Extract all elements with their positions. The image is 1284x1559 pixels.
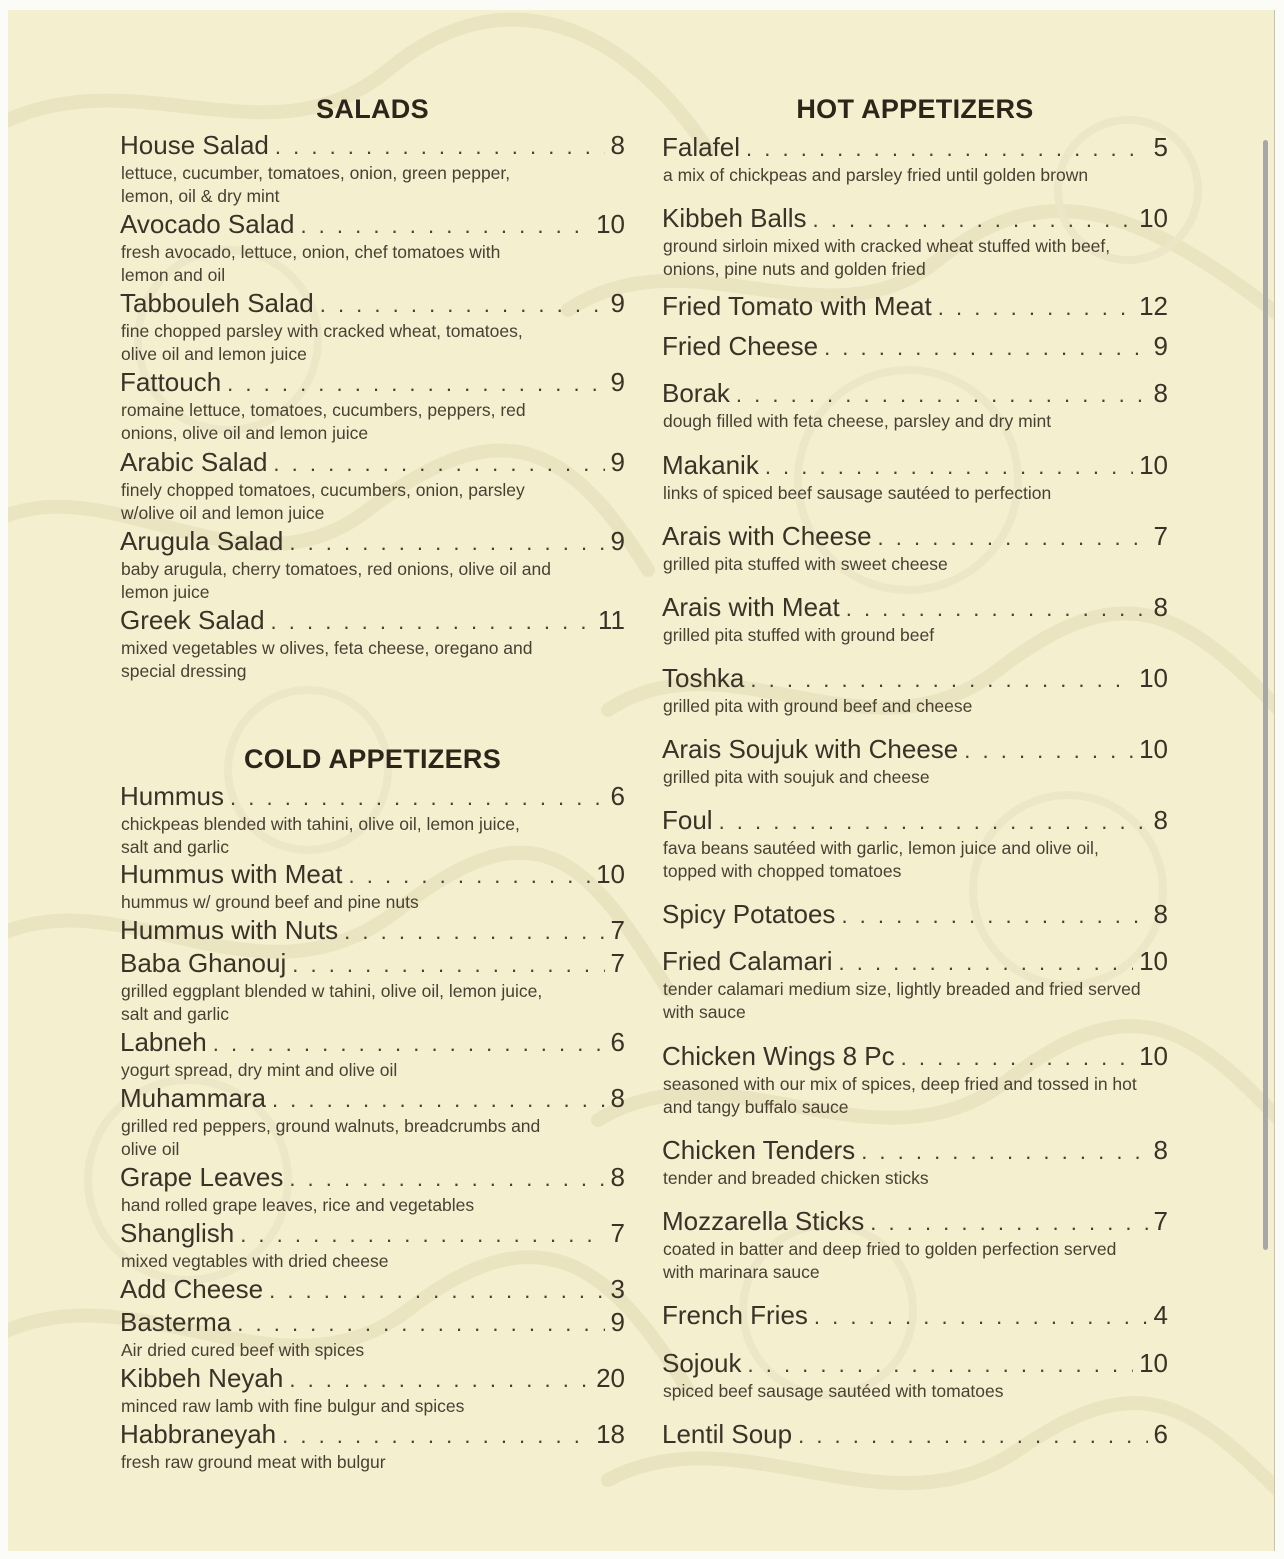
item-price: 12 bbox=[1139, 291, 1168, 321]
menu-item bbox=[662, 592, 1168, 647]
dot-leader bbox=[240, 1220, 604, 1250]
menu-item bbox=[120, 367, 625, 445]
item-description: mixed vegtables with dried cheese bbox=[121, 1251, 389, 1271]
item-name: Add Cheese bbox=[120, 1274, 264, 1304]
item-price: 8 bbox=[1153, 899, 1168, 929]
dot-leader bbox=[765, 452, 1133, 482]
menu-item bbox=[120, 526, 625, 604]
item-name: Shanglish bbox=[120, 1218, 235, 1248]
item-description: hummus w/ ground beef and pine nuts bbox=[121, 892, 419, 912]
item-name: Grape Leaves bbox=[120, 1162, 284, 1192]
item-name: Muhammara bbox=[120, 1083, 266, 1113]
menu-item bbox=[120, 781, 625, 859]
dot-leader bbox=[748, 1350, 1134, 1380]
dot-leader bbox=[269, 1276, 604, 1306]
item-name: French Fries bbox=[662, 1300, 808, 1330]
item-name: Mozzarella Sticks bbox=[662, 1206, 865, 1236]
dot-leader bbox=[300, 211, 590, 241]
item-price: 7 bbox=[610, 948, 625, 978]
dot-leader bbox=[746, 134, 1147, 164]
item-description: grilled pita with ground beef and cheese bbox=[663, 696, 973, 716]
dot-leader bbox=[901, 1043, 1133, 1073]
item-price: 4 bbox=[1153, 1300, 1168, 1330]
hot-appetizers-title: HOT APPETIZERS bbox=[796, 94, 1034, 124]
item-name: Labneh bbox=[120, 1027, 207, 1057]
menu-item bbox=[120, 209, 625, 287]
item-description: ground sirloin mixed with cracked wheat stuffed with beef, onions, pine nuts and golden fried bbox=[663, 236, 1111, 279]
item-name: Toshka bbox=[662, 663, 745, 693]
item-name: Greek Salad bbox=[120, 605, 265, 635]
item-price: 11 bbox=[598, 605, 625, 635]
item-name: Borak bbox=[662, 378, 730, 408]
menu-item bbox=[120, 1363, 625, 1418]
item-price: 10 bbox=[1139, 663, 1168, 693]
menu-item bbox=[120, 1218, 625, 1273]
item-price: 3 bbox=[610, 1274, 625, 1304]
item-description: grilled pita with soujuk and cheese bbox=[663, 767, 930, 787]
menu-item bbox=[120, 1274, 625, 1306]
item-price: 9 bbox=[610, 447, 625, 477]
dot-leader bbox=[870, 1208, 1147, 1238]
dot-leader bbox=[839, 948, 1134, 978]
menu-item bbox=[662, 1041, 1168, 1119]
menu-item bbox=[120, 1027, 625, 1082]
item-description: romaine lettuce, tomatoes, cucumbers, peppers, red onions, olive oil and lemon juice bbox=[121, 400, 526, 443]
item-price: 10 bbox=[1139, 1348, 1168, 1378]
dot-leader bbox=[272, 1085, 605, 1115]
item-price: 10 bbox=[1139, 450, 1168, 480]
item-name: Baba Ghanouj bbox=[120, 948, 287, 978]
item-name: Foul bbox=[662, 805, 713, 835]
item-price: 20 bbox=[596, 1363, 625, 1393]
item-name: Fried Calamari bbox=[662, 946, 833, 976]
item-name: Fattouch bbox=[120, 367, 222, 397]
item-name: Fried Tomato with Meat bbox=[662, 291, 932, 321]
item-price: 10 bbox=[1139, 946, 1168, 976]
item-description: grilled eggplant blended w tahini, olive oil, lemon juice, salt and garlic bbox=[121, 981, 543, 1024]
item-price: 8 bbox=[1153, 1135, 1168, 1165]
item-name: Sojouk bbox=[662, 1348, 742, 1378]
item-name: Arais Soujuk with Cheese bbox=[662, 734, 959, 764]
menu-item bbox=[662, 1348, 1168, 1403]
menu-item bbox=[662, 331, 1168, 363]
dot-leader bbox=[289, 528, 604, 558]
menu-item bbox=[662, 946, 1168, 1024]
item-price: 10 bbox=[596, 859, 625, 889]
dot-leader bbox=[230, 783, 605, 813]
item-price: 9 bbox=[610, 526, 625, 556]
item-name: Basterma bbox=[120, 1307, 232, 1337]
menu-item bbox=[662, 1135, 1168, 1190]
item-name: Arabic Salad bbox=[120, 447, 268, 477]
item-name: Chicken Tenders bbox=[662, 1135, 856, 1165]
dot-leader bbox=[292, 950, 604, 980]
item-description: spiced beef sausage sautéed with tomatoes bbox=[663, 1381, 1004, 1401]
item-price: 10 bbox=[596, 209, 625, 239]
dot-leader bbox=[282, 1421, 590, 1451]
item-name: Makanik bbox=[662, 450, 759, 480]
item-price: 7 bbox=[1153, 521, 1168, 551]
menu-item bbox=[662, 1206, 1168, 1284]
item-price: 10 bbox=[1139, 1041, 1168, 1071]
item-description: lettuce, cucumber, tomatoes, onion, green pepper, lemon, oil & dry mint bbox=[121, 163, 511, 206]
dot-leader bbox=[861, 1137, 1147, 1167]
cold-appetizers-title: COLD APPETIZERS bbox=[243, 744, 502, 774]
menu-item bbox=[120, 948, 625, 1026]
menu-item bbox=[120, 130, 625, 208]
item-name: Hummus with Nuts bbox=[120, 915, 339, 945]
item-price: 6 bbox=[1153, 1419, 1168, 1449]
item-price: 10 bbox=[1139, 734, 1168, 764]
item-description: tender calamari medium size, lightly breaded and fried served with sauce bbox=[663, 979, 1141, 1022]
item-price: 9 bbox=[610, 367, 625, 397]
menu-page bbox=[8, 10, 1275, 1551]
dot-leader bbox=[213, 1029, 605, 1059]
scrollbar-thumb[interactable] bbox=[1263, 140, 1268, 1250]
dot-leader bbox=[841, 901, 1147, 931]
item-name: Kibbeh Balls bbox=[662, 203, 807, 233]
item-description: yogurt spread, dry mint and olive oil bbox=[121, 1060, 398, 1080]
menu-item bbox=[662, 663, 1168, 718]
dot-leader bbox=[736, 380, 1148, 410]
item-description: links of spiced beef sausage sautéed to perfection bbox=[663, 483, 1052, 503]
item-price: 7 bbox=[610, 1218, 625, 1248]
dot-leader bbox=[964, 736, 1133, 766]
item-name: Falafel bbox=[662, 132, 741, 162]
menu-item bbox=[120, 1162, 625, 1217]
item-price: 8 bbox=[1153, 592, 1168, 622]
dot-leader bbox=[798, 1421, 1147, 1451]
item-description: a mix of chickpeas and parsley fried until golden brown bbox=[663, 165, 1089, 185]
item-price: 9 bbox=[1153, 331, 1168, 361]
item-description: tender and breaded chicken sticks bbox=[663, 1168, 929, 1188]
dot-leader bbox=[349, 861, 591, 891]
item-price: 5 bbox=[1153, 132, 1168, 162]
item-price: 7 bbox=[610, 915, 625, 945]
dot-leader bbox=[750, 665, 1133, 695]
menu-item bbox=[662, 1419, 1168, 1451]
item-price: 8 bbox=[610, 1162, 625, 1192]
dot-leader bbox=[813, 205, 1134, 235]
menu-item bbox=[120, 915, 625, 947]
dot-leader bbox=[814, 1302, 1148, 1332]
menu-item bbox=[662, 291, 1168, 323]
dot-leader bbox=[271, 607, 592, 637]
item-name: Fried Cheese bbox=[662, 331, 819, 361]
menu-item bbox=[662, 899, 1168, 931]
menu-item bbox=[662, 132, 1168, 187]
menu-item bbox=[662, 1300, 1168, 1332]
item-description: minced raw lamb with fine bulgur and spices bbox=[121, 1396, 465, 1416]
item-price: 8 bbox=[1153, 805, 1168, 835]
item-description: coated in batter and deep fried to golden perfection served with marinara sauce bbox=[663, 1239, 1117, 1282]
dot-leader bbox=[237, 1309, 604, 1339]
menu-item bbox=[120, 605, 625, 683]
item-name: Arugula Salad bbox=[120, 526, 284, 556]
dot-leader bbox=[227, 369, 604, 399]
dot-leader bbox=[289, 1365, 590, 1395]
menu-item bbox=[662, 805, 1168, 883]
dot-leader bbox=[878, 523, 1148, 553]
item-name: Hummus with Meat bbox=[120, 859, 343, 889]
item-price: 9 bbox=[610, 1307, 625, 1337]
item-name: Habbraneyah bbox=[120, 1419, 277, 1449]
item-description: fresh avocado, lettuce, onion, chef tomatoes with lemon and oil bbox=[121, 242, 501, 285]
dot-leader bbox=[824, 333, 1147, 363]
dot-leader bbox=[938, 293, 1133, 323]
item-price: 7 bbox=[1153, 1206, 1168, 1236]
dot-leader bbox=[275, 132, 605, 162]
item-name: Arais with Cheese bbox=[662, 521, 872, 551]
item-price: 6 bbox=[610, 781, 625, 811]
dot-leader bbox=[846, 594, 1148, 624]
menu-item bbox=[662, 521, 1168, 576]
item-name: Spicy Potatoes bbox=[662, 899, 836, 929]
item-description: grilled pita stuffed with ground beef bbox=[663, 625, 935, 645]
item-description: fava beans sautéed with garlic, lemon juice and olive oil, topped with chopped tomatoes bbox=[663, 838, 1099, 881]
menu-item bbox=[120, 1083, 625, 1161]
item-description: fine chopped parsley with cracked wheat, tomatoes, olive oil and lemon juice bbox=[121, 321, 523, 364]
salads-title: SALADS bbox=[316, 94, 429, 124]
item-name: Lentil Soup bbox=[662, 1419, 793, 1449]
item-name: House Salad bbox=[120, 130, 269, 160]
item-price: 8 bbox=[1153, 378, 1168, 408]
item-description: mixed vegetables w olives, feta cheese, oregano and special dressing bbox=[121, 638, 533, 681]
menu-item bbox=[120, 1419, 625, 1474]
item-description: hand rolled grape leaves, rice and vegetables bbox=[121, 1195, 475, 1215]
item-description: seasoned with our mix of spices, deep fried and tossed in hot and tangy buffalo sauce bbox=[663, 1074, 1137, 1117]
menu-item bbox=[120, 447, 625, 525]
item-description: fresh raw ground meat with bulgur bbox=[121, 1452, 386, 1472]
menu-item bbox=[120, 1307, 625, 1362]
item-description: baby arugula, cherry tomatoes, red onions, olive oil and lemon juice bbox=[121, 559, 551, 602]
item-name: Arais with Meat bbox=[662, 592, 840, 622]
item-price: 10 bbox=[1139, 203, 1168, 233]
item-price: 8 bbox=[610, 130, 625, 160]
dot-leader bbox=[344, 917, 604, 947]
item-description: chickpeas blended with tahini, olive oil, lemon juice, salt and garlic bbox=[121, 814, 520, 857]
menu-item bbox=[662, 378, 1168, 433]
item-name: Tabbouleh Salad bbox=[120, 288, 314, 318]
item-description: finely chopped tomatoes, cucumbers, onion, parsley w/olive oil and lemon juice bbox=[121, 480, 525, 523]
menu-item bbox=[662, 203, 1168, 281]
item-description: Air dried cured beef with spices bbox=[121, 1340, 365, 1360]
menu-item bbox=[662, 734, 1168, 789]
menu-item bbox=[120, 859, 625, 914]
item-price: 8 bbox=[610, 1083, 625, 1113]
item-price: 9 bbox=[610, 288, 625, 318]
menu-item bbox=[120, 288, 625, 366]
item-description: dough filled with feta cheese, parsley and dry mint bbox=[663, 411, 1052, 431]
item-name: Chicken Wings 8 Pc bbox=[662, 1041, 895, 1071]
menu-item bbox=[662, 450, 1168, 505]
item-name: Avocado Salad bbox=[120, 209, 295, 239]
dot-leader bbox=[273, 449, 604, 479]
item-description: grilled red peppers, ground walnuts, breadcrumbs and olive oil bbox=[121, 1116, 541, 1159]
item-name: Kibbeh Neyah bbox=[120, 1363, 284, 1393]
dot-leader bbox=[289, 1164, 604, 1194]
item-price: 18 bbox=[596, 1419, 625, 1449]
dot-leader bbox=[320, 290, 605, 320]
item-price: 6 bbox=[610, 1027, 625, 1057]
item-name: Hummus bbox=[120, 781, 225, 811]
dot-leader bbox=[719, 807, 1148, 837]
item-description: grilled pita stuffed with sweet cheese bbox=[663, 554, 948, 574]
